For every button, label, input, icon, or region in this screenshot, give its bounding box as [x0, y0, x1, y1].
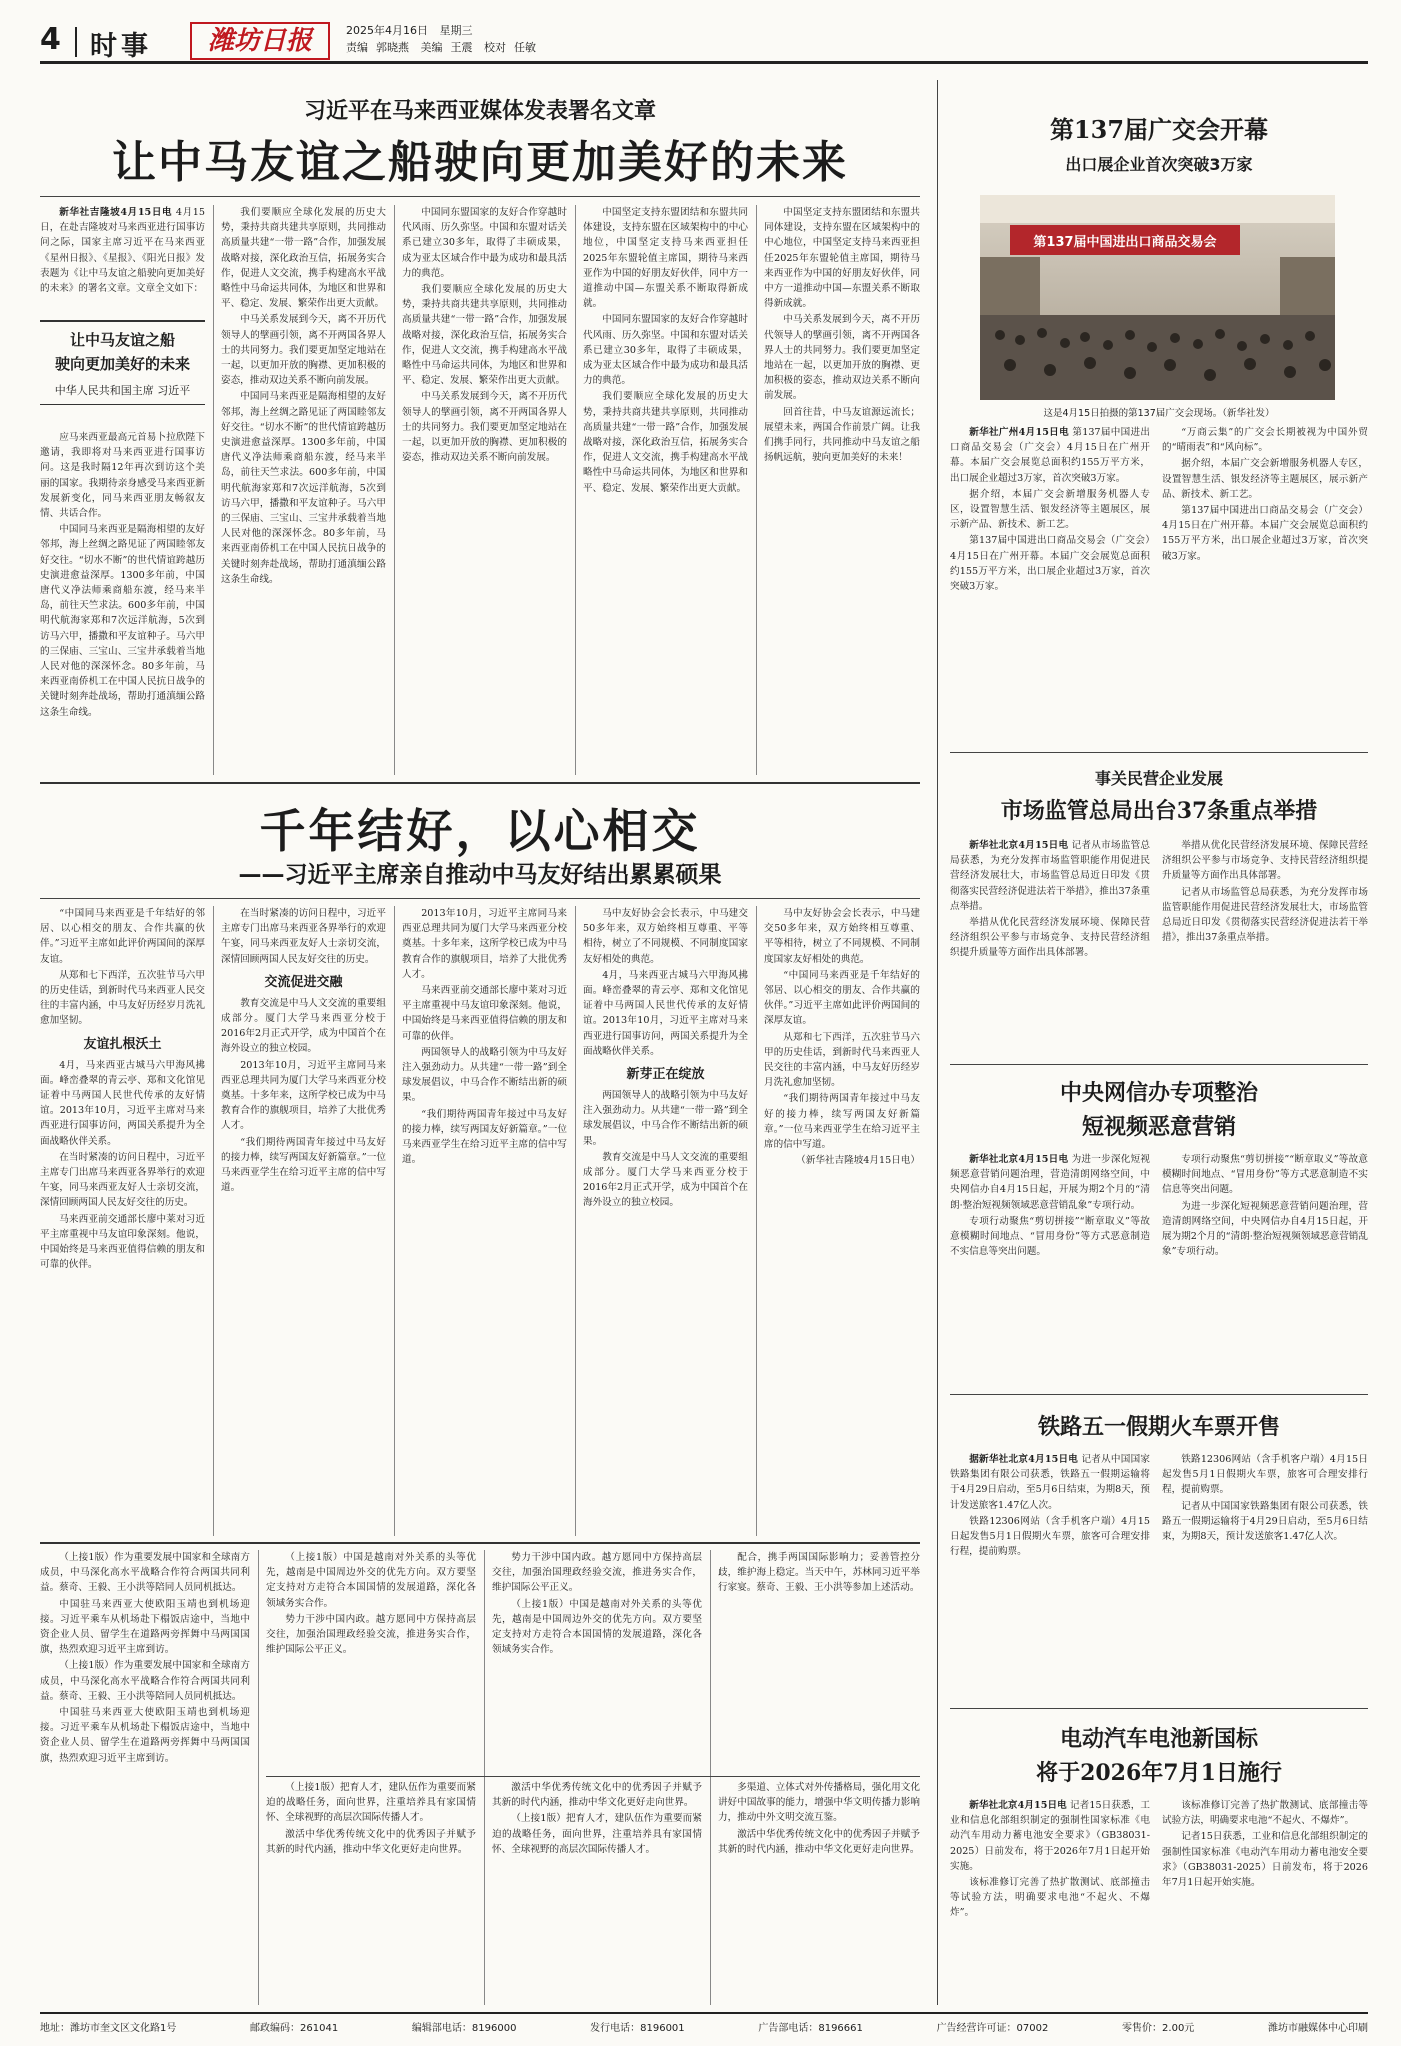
lead-paragraph: 中国同东盟国家的友好合作穿越时代风雨、历久弥坚。中国和东盟对话关系已建立30多年，取得了丰硕成果，成为亚太区域合作中最为成功和最具活力的典范。: [583, 314, 748, 387]
lead-paragraph: 中马关系发展到今天，离不开历代领导人的擘画引领，离不开两国各界人士的共同努力。我们要更加坚定地站在一起，以更加开放的胸襟、更加积极的姿态，推动双边关系不断向前发展。: [221, 314, 386, 387]
bottom-paragraph: （上接1版）把育人才，建队伍作为重要而紧迫的战略任务，面向世界，注重培养具有家国情怀、全球视野的高层次国际传播人才。: [492, 1813, 702, 1855]
footer-address: 地址：潍坊市奎文区文化路1号: [40, 2023, 177, 2034]
column-rule: [710, 1550, 711, 2005]
feature-paragraph: 2013年10月，习近平主席同马来西亚总理共同为厦门大学马来西亚分校奠基。十多年来，这所学校已成为中马教育合作的旗舰项目，培养了大批优秀人才。: [221, 1059, 386, 1132]
feature-paragraph: 2013年10月，习近平主席同马来西亚总理共同为厦门大学马来西亚分校奠基。十多年来，这所学校已成为中马教育合作的旗舰项目，培养了大批优秀人才。: [402, 908, 567, 980]
feature-headline: 千年结好，以心相交: [259, 804, 701, 858]
feature-paragraph: 教育交流是中马人文交流的重要组成部分。厦门大学马来西亚分校于2016年2月正式开学，成为中国首个在海外设立的独立校园。: [221, 997, 386, 1055]
lead-kicker: 习近平在马来西亚媒体发表署名文章: [303, 99, 656, 124]
lead-col-4: [583, 205, 748, 775]
bottom-split-rule: [266, 1776, 920, 1777]
feature-signoff: （新华社吉隆坡4月15日电）: [796, 1155, 920, 1167]
designer-name: 王震: [450, 41, 473, 54]
footer-ad-phone: 广告部电话：8196661: [758, 2023, 863, 2034]
bottom-paragraph: 激活中华优秀传统文化中的优秀因子并赋予其新的时代内涵，推动中华文化更好走向世界。: [266, 1828, 476, 1855]
bottom-paragraph: （上接1版）中国是越南对外关系的头等优先，越南是中国周边外交的优先方向。双方要坚定支持对方走符合本国国情的发展道路，深化各领域务实合作。: [492, 1598, 702, 1656]
canton-col-1: [950, 425, 1150, 745]
masthead-meta: [346, 22, 544, 56]
feature-paragraph: 在当时紧凑的访问日程中，习近平主席专门出席马来西亚各界举行的欢迎午宴，同马来西亚友好人士亲切交流，深情回顾两国人民友好交往的历史。: [40, 1151, 205, 1209]
feature-paragraph: “我们期待两国青年接过中马友好的接力棒，续写两国友好新篇章。”一位马来西亚学生在给习近平主席的信中写道。: [764, 1093, 920, 1151]
feature-paragraph: 两国领导人的战略引领为中马友好注入强劲动力。从共建“一带一路”到全球发展倡议，中马合作不断结出新的硕果。: [402, 1046, 567, 1104]
feature-paragraph: 马中友好协会会长表示，中马建交50多年来，双方始终相互尊重、平等相待，树立了不同规模、不同制度国家友好相处的典范。: [764, 908, 920, 965]
footer-editorial-phone: 编辑部电话：8196000: [411, 2023, 517, 2034]
section-rule: [40, 1542, 920, 1544]
feature-paragraph: 4月，马来西亚古城马六甲海风拂面。峰峦叠翠的青云亭、郑和文化馆见证着中马两国人民世代传承的友好情谊。2013年10月，习近平主席对马来西亚进行国事访问，两国关系提升为全面战略伙伴关系。: [40, 1059, 205, 1147]
rail-col-1: [950, 1452, 1150, 1702]
lead-paragraph: 我们要顺应全球化发展的历史大势，秉持共商共建共享原则，共同推动高质量共建“一带一路”合作，加强发展战略对接，深化政治互信，拓展务实合作，促进人文交流，携手构建高水平战略性中马命运共同体，为地区和世界和平、稳定、发展、繁荣作出更大贡献。: [221, 207, 386, 310]
column-rule: [484, 1550, 485, 2005]
ev-paragraph: 记者15日获悉，工业和信息化部组织制定的强制性国家标准《电动汽车用动力蓄电池安全要求》（GB38031-2025）日前发布，将于2026年7月1日起开始实施。: [950, 1800, 1150, 1872]
bottom-paragraph: 中国驻马来西亚大使欧阳玉靖也到机场迎接。习近平乘车从机场赴下榻饭店途中，当地中资企业人员、留学生在道路两旁挥舞中马两国国旗，热烈欢迎习近平主席到访。: [40, 1598, 250, 1656]
inner-byline: 中华人民共和国主席 习近平: [54, 384, 191, 397]
rail-dateline: 据新华社北京4月15日电: [969, 1454, 1079, 1465]
feature-col-2: [221, 906, 386, 1536]
market-paragraph: 举措从优化民营经济发展环境、保障民营经济组织公平参与市场竞争、支持民营经济组织提升质量等方面作出具体部署。: [1162, 840, 1368, 882]
right-rule: [950, 752, 1368, 753]
issue-weekday: 星期三: [439, 24, 473, 37]
ev-paragraph: 该标准修订完善了热扩散测试、底部撞击等试验方法，明确要求电池“不起火、不爆炸”。: [950, 1877, 1150, 1919]
market-col-1: [950, 838, 1150, 1058]
cyber-col-1: [950, 1152, 1150, 1387]
photo-caption: 这是4月15日拍摄的第137届广交会现场。（新华社发）: [1043, 408, 1275, 419]
rail-paragraph: 记者从中国国家铁路集团有限公司获悉，铁路五一假期运输将于4月29日启动，至5月6日结束，为期8天，预计发送旅客1.47亿人次。: [950, 1454, 1150, 1511]
bottom-col-2-bottom: [266, 1780, 476, 2005]
lead-col-1-top: [40, 205, 205, 315]
lead-paragraph: 中马关系发展到今天，离不开历代领导人的擘画引领，离不开两国各界人士的共同努力。我们要更加坚定地站在一起，以更加开放的胸襟、更加积极的姿态，推动双边关系不断向前发展。: [402, 391, 567, 464]
lead-col-1-bottom: [40, 430, 205, 775]
issue-date: 2025年4月16日: [346, 24, 428, 37]
market-headline: 市场监管总局出台37条重点举措: [1000, 798, 1318, 824]
feature-col-1: [40, 906, 205, 1536]
lead-paragraph: 中国同马来西亚是隔海相望的友好邻邦，海上丝绸之路见证了两国睦邻友好交往。“切水不断”的世代情谊跨越历史演进愈益深厚。1300多年前，中国唐代义净法师乘商船东渡，经马来半岛，前往天竺求法。600多年前，中国明代航海家郑和7次远洋航海，5次到访马六甲，播撒和平友谊种子。马六甲的三保庙、三宝山、三宝井承载着当地人民对他的深深怀念。80多年前，马来西亚南侨机工在中国人民抗日战争的关键时刻奔赴战场，帮助打通滇缅公路这条生命线。: [40, 524, 205, 718]
designer-label: 美编: [420, 41, 443, 54]
feature-paragraph: 4月，马来西亚古城马六甲海风拂面。峰峦叠翠的青云亭、郑和文化馆见证着中马两国人民世代传承的友好情谊。2013年10月，习近平主席对马来西亚进行国事访问，两国关系提升为全面战略伙伴关系。: [583, 969, 748, 1057]
bottom-col-4-top: [718, 1550, 920, 1775]
exhibition-hall-image: [980, 195, 1335, 400]
bottom-col-4-bottom: [718, 1780, 920, 2005]
lead-paragraph: 中国坚定支持东盟团结和东盟共同体建设，支持东盟在区域架构中的中心地位，中国坚定支持马来西亚担任2025年东盟轮值主席国，期待马来西亚作为中国的好朋友好伙伴，同中方一道推动中国—东盟关系不断取得新成就。: [764, 207, 920, 310]
column-rule: [575, 906, 576, 1536]
canton-paragraph: 据介绍，本届广交会新增服务机器人专区，设置智慧生活、银发经济等主题展区，展示新产品、新技术、新工艺。: [950, 488, 1150, 531]
lead-rule: [40, 196, 920, 197]
ev-paragraph: 记者15日获悉，工业和信息化部组织制定的强制性国家标准《电动汽车用动力蓄电池安全要求》（GB38031-2025）日前发布，将于2026年7月1日起开始实施。: [1162, 1831, 1368, 1889]
canton-fair-photo: [980, 195, 1335, 400]
bottom-paragraph: （上接1版）把育人才，建队伍作为重要而紧迫的战略任务，面向世界，注重培养具有家国情怀、全球视野的高层次国际传播人才。: [266, 1782, 476, 1824]
rail-col-2: [1162, 1452, 1368, 1702]
bottom-paragraph: 激活中华优秀传统文化中的优秀因子并赋予其新的时代内涵，推动中华文化更好走向世界。: [718, 1828, 920, 1855]
feature-col-3: [402, 906, 567, 1536]
canton-paragraph: 据介绍，本届广交会新增服务机器人专区，设置智慧生活、银发经济等主题展区，展示新产品、新技术、新工艺。: [1162, 458, 1368, 500]
bottom-paragraph: 势力干涉中国内政。越方愿同中方保持高层交往，加强治国理政经验交流，推进务实合作，维护国际公平正义。: [266, 1613, 476, 1656]
proofreader-name: 任敏: [514, 41, 536, 54]
lead-intro: 4月15日，在赴吉隆坡对马来西亚进行国事访问之际，国家主席习近平在马来西亚《星州日报》、《星报》、《阳光日报》发表题为《让中马友谊之船驶向更加美好的未来》的署名文章。文章全文如下：: [40, 207, 205, 295]
footer-price: 零售价：2.00元: [1122, 2023, 1195, 2034]
cyber-col-2: [1162, 1152, 1368, 1387]
ev-col-2: [1162, 1798, 1368, 2003]
market-dateline: 新华社北京4月15日电: [969, 840, 1069, 851]
market-paragraph: 记者从市场监管总局获悉，为充分发挥市场监管职能作用促进民营经济发展壮大，市场监管总局近日印发《贯彻落实民营经济促进法若干举措》，推出37条重点举措。: [950, 840, 1150, 912]
photo-banner-text: 第137届中国进出口商品交易会: [1033, 235, 1217, 250]
bottom-paragraph: 势力干涉中国内政。越方愿同中方保持高层交往，加强治国理政经验交流，推进务实合作，维护国际公平正义。: [492, 1552, 702, 1594]
rail-headline: 铁路五一假期火车票开售: [1037, 1414, 1280, 1440]
bottom-col-3-bottom: [492, 1780, 702, 2005]
footer-distribution-phone: 发行电话：8196001: [590, 2023, 685, 2034]
editor-name: 郭晓燕: [376, 41, 409, 54]
canton-paragraph: 第137届中国进出口商品交易会（广交会）4月15日在广州开幕。本届广交会展览总面积约155万平方米，出口展企业超过3万家，首次突破3万家。: [1162, 505, 1368, 562]
right-rule: [950, 1394, 1368, 1395]
bottom-paragraph: （上接1版）作为重要发展中国家和全球南方成员，中马深化高水平战略合作符合两国共同利益。蔡奇、王毅、王小洪等陪同人员同机抵达。: [40, 1660, 250, 1702]
canton-paragraph: 第137届中国进出口商品交易会（广交会）4月15日在广州开幕。本届广交会展览总面积约155万平方米，出口展企业超过3万家，首次突破3万家。: [950, 427, 1150, 484]
bottom-paragraph: 中国驻马来西亚大使欧阳玉靖也到机场迎接。习近平乘车从机场赴下榻饭店途中，当地中资企业人员、留学生在道路两旁挥舞中马两国国旗，热烈欢迎习近平主席到访。: [40, 1707, 250, 1764]
feature-subhead: 交流促进交融: [264, 974, 343, 990]
market-kicker: 事关民营企业发展: [1094, 769, 1223, 788]
feature-paragraph: 教育交流是中马人文交流的重要组成部分。厦门大学马来西亚分校于2016年2月正式开学，成为中国首个在海外设立的独立校园。: [583, 1151, 748, 1209]
column-rule: [258, 1550, 259, 2005]
lead-dateline: 新华社吉隆坡4月15日电: [59, 207, 173, 218]
feature-paragraph: “中国同马来西亚是千年结好的邻居、以心相交的朋友、合作共赢的伙伴。”习近平主席如此评价两国间的深厚友谊。: [40, 908, 205, 965]
bottom-paragraph: （上接1版）中国是越南对外关系的头等优先，越南是中国周边外交的优先方向。双方要坚定支持对方走符合本国国情的发展道路，深化各领域务实合作。: [266, 1552, 476, 1609]
lead-paragraph: 中国同马来西亚是隔海相望的友好邻邦，海上丝绸之路见证了两国睦邻友好交往。“切水不断”的世代情谊跨越历史演进愈益深厚。1300多年前，中国唐代义净法师乘商船东渡，经马来半岛，前往天竺求法。600多年前，中国明代航海家郑和7次远洋航海，5次到访马六甲，播撒和平友谊种子。马六甲的三保庙、三宝山、三宝井承载着当地人民对他的深深怀念。80多年前，马来西亚南侨机工在中国人民抗日战争的关键时刻奔赴战场，帮助打通滇缅公路这条生命线。: [221, 391, 386, 585]
ev-col-1: [950, 1798, 1150, 2003]
lead-paragraph: 我们要顺应全球化发展的历史大势，秉持共商共建共享原则，共同推动高质量共建“一带一路”合作，加强发展战略对接，深化政治互信，拓展务实合作，促进人文交流，携手构建高水平战略性中马命运共同体，为地区和世界和平、稳定、发展、繁荣作出更大贡献。: [402, 284, 567, 387]
lead-paragraph: 中马关系发展到今天，离不开历代领导人的擘画引领，离不开两国各界人士的共同努力。我们要更加坚定地站在一起，以更加开放的胸襟、更加积极的姿态，推动双边关系不断向前发展。: [764, 314, 920, 402]
column-rule: [213, 906, 214, 1536]
column-rule: [213, 205, 214, 775]
ev-paragraph: 该标准修订完善了热扩散测试、底部撞击等试验方法，明确要求电池“不起火、不爆炸”。: [1162, 1800, 1368, 1827]
right-rule: [950, 1708, 1368, 1709]
feature-paragraph: 马中友好协会会长表示，中马建交50多年来，双方始终相互尊重、平等相待，树立了不同规模、不同制度国家友好相处的典范。: [583, 908, 748, 965]
newspaper-logo: 潍坊日报: [190, 22, 330, 60]
cyber-headline-line-1: 中央网信办专项整治: [1059, 1080, 1258, 1106]
footer-ad-license: 广告经营许可证：07002: [936, 2023, 1049, 2034]
rail-paragraph: 铁路12306网站（含手机客户端）4月15日起发售5月1日假期火车票，旅客可合理安排行程，提前购票。: [950, 1515, 1150, 1558]
feature-subheadline: ——习近平主席亲自推动中马友好结出累累硕果: [238, 862, 722, 888]
ev-headline-line-1: 电动汽车电池新国标: [1059, 1726, 1258, 1752]
canton-fair-headline: 第137届广交会开幕: [1049, 115, 1269, 144]
inner-title-line-1: 让中马友谊之船: [69, 331, 175, 349]
section-rule: [40, 782, 920, 784]
masthead: [40, 22, 1368, 64]
canton-col-2: [1162, 425, 1368, 745]
proofreader-label: 校对: [484, 41, 506, 54]
lead-paragraph: 中国坚定支持东盟团结和东盟共同体建设，支持东盟在区域架构中的中心地位，中国坚定支持马来西亚担任2025年东盟轮值主席国，期待马来西亚作为中国的好朋友好伙伴，同中方一道推动中国—东盟关系不断取得新成就。: [583, 207, 748, 310]
feature-paragraph: 两国领导人的战略引领为中马友好注入强劲动力。从共建“一带一路”到全球发展倡议，中马合作不断结出新的硕果。: [583, 1090, 748, 1147]
feature-col-5: [764, 906, 920, 1536]
cyber-dateline: 新华社北京4月15日电: [969, 1154, 1069, 1165]
feature-paragraph: 从郑和七下西洋，五次驻节马六甲的历史佳话，到新时代马来西亚人民交往的丰富内涵，中马友好历经岁月洗礼愈加坚韧。: [764, 1031, 920, 1089]
page-footer: [40, 2012, 1368, 2034]
lead-col-3: [402, 205, 567, 775]
feature-subhead: 新芽正在绽放: [626, 1067, 705, 1083]
column-rule: [394, 205, 395, 775]
market-col-2: [1162, 838, 1368, 1058]
feature-col-4: [583, 906, 748, 1536]
cyber-paragraph: 专项行动聚焦“剪切拼接”“断章取义”等故意模糊时间地点、“冒用身份”等方式恶意制造不实信息等突出问题。: [1162, 1154, 1368, 1196]
feature-paragraph: 从郑和七下西洋，五次驻节马六甲的历史佳话，到新时代马来西亚人民交往的丰富内涵，中马友好历经岁月洗礼愈加坚韧。: [40, 969, 205, 1027]
feature-rule: [40, 898, 920, 899]
bottom-col-2-top: [266, 1550, 476, 1775]
feature-paragraph: “我们期待两国青年接过中马友好的接力棒，续写两国友好新篇章。”一位马来西亚学生在给习近平主席的信中写道。: [402, 1108, 567, 1166]
feature-subhead: 友谊扎根沃土: [83, 1036, 162, 1052]
page-number: 4: [40, 22, 61, 57]
ev-dateline: 新华社北京4月15日电: [969, 1800, 1067, 1811]
ev-headline-line-2: 将于2026年7月1日施行: [1036, 1760, 1282, 1786]
market-paragraph: 举措从优化民营经济发展环境、保障民营经济组织公平参与市场竞争、支持民营经济组织提升质量等方面作出具体部署。: [950, 917, 1150, 959]
bottom-col-3-top: [492, 1550, 702, 1775]
lead-paragraph: 我们要顺应全球化发展的历史大势，秉持共商共建共享原则，共同推动高质量共建“一带一路”合作，加强发展战略对接，深化政治互信，拓展务实合作，促进人文交流，携手构建高水平战略性中马命运共同体，为地区和世界和平、稳定、发展、繁荣作出更大贡献。: [583, 391, 748, 494]
inner-title-box: [40, 320, 205, 405]
bottom-paragraph: 多渠道、立体式对外传播格局，强化用文化讲好中国故事的能力，增强中华文明传播力影响力，推动中外文明交流互鉴。: [718, 1782, 920, 1824]
bottom-paragraph: （上接1版）作为重要发展中国家和全球南方成员，中马深化高水平战略合作符合两国共同利益。蔡奇、王毅、王小洪等陪同人员同机抵达。: [40, 1552, 250, 1594]
rail-paragraph: 铁路12306网站（含手机客户端）4月15日起发售5月1日假期火车票，旅客可合理安排行程，提前购票。: [1162, 1454, 1368, 1496]
column-rule: [756, 906, 757, 1536]
canton-paragraph: “万商云集”的广交会长期被视为中国外贸的“晴雨表”和“风向标”。: [1162, 427, 1368, 454]
bottom-paragraph: 激活中华优秀传统文化中的优秀因子并赋予其新的时代内涵，推动中华文化更好走向世界。: [492, 1782, 702, 1809]
cyber-headline-line-2: 短视频恶意营销: [1081, 1114, 1236, 1140]
feature-paragraph: 马来西亚前交通部长廖中莱对习近平主席重视中马友谊印象深刻。他说，中国始终是马来西亚值得信赖的朋友和可靠的伙伴。: [402, 985, 567, 1042]
canton-dateline: 新华社广州4月15日电: [969, 427, 1069, 438]
lead-paragraph: 回首往昔，中马友谊源远流长；展望未来，两国合作前景广阔。让我们携手同行，共同推动中马友谊之船扬帆远航，驶向更加美好的未来！: [764, 406, 920, 464]
feature-paragraph: 在当时紧凑的访问日程中，习近平主席专门出席马来西亚各界举行的欢迎午宴，同马来西亚友好人士亲切交流，深情回顾两国人民友好交往的历史。: [221, 908, 386, 965]
lead-col-5: [764, 205, 920, 775]
footer-postcode: 邮政编码：261041: [250, 2023, 339, 2034]
lead-paragraph: 应马来西亚最高元首易卜拉欣陛下邀请，我即将对马来西亚进行国事访问。这是我时隔12年再次到访这个美丽的国家。我期待亲身感受马来西亚新发展新变化，同马来西亚朋友畅叙友情、共话合作。: [40, 432, 205, 520]
canton-paragraph: 第137届中国进出口商品交易会（广交会）4月15日在广州开幕。本届广交会展览总面积约155万平方米，出口展企业超过3万家，首次突破3万家。: [950, 535, 1150, 593]
bottom-paragraph: 配合，携手两国国际影响力；妥善管控分歧，维护海上稳定。当天中午，苏林同习近平举行家宴。蔡奇、王毅、王小洪等参加上述活动。: [718, 1552, 920, 1594]
bottom-col-1: [40, 1550, 250, 2005]
cyber-paragraph: 为进一步深化短视频恶意营销问题治理，营造清朗网络空间，中央网信办自4月15日起，开展为期2个月的“清朗·整治短视频领域恶意营销乱象”专项行动。: [950, 1154, 1150, 1211]
cyber-paragraph: 专项行动聚焦“剪切拼接”“断章取义”等故意模糊时间地点、“冒用身份”等方式恶意制造不实信息等突出问题。: [950, 1215, 1150, 1258]
rail-paragraph: 记者从中国国家铁路集团有限公司获悉，铁路五一假期运输将于4月29日启动，至5月6日结束，为期8天，预计发送旅客1.47亿人次。: [1162, 1500, 1368, 1543]
inner-title-line-2: 驶向更加美好的未来: [54, 355, 190, 373]
canton-fair-subheadline: 出口展企业首次突破3万家: [1065, 155, 1253, 174]
column-rule: [756, 205, 757, 775]
lead-col-2: [221, 205, 386, 775]
cyber-paragraph: 为进一步深化短视频恶意营销问题治理，营造清朗网络空间，中央网信办自4月15日起，开展为期2个月的“清朗·整治短视频领域恶意营销乱象”专项行动。: [1162, 1200, 1368, 1258]
market-paragraph: 记者从市场监管总局获悉，为充分发挥市场监管职能作用促进民营经济发展壮大，市场监管总局近日印发《贯彻落实民营经济促进法若干举措》，推出37条重点举措。: [1162, 886, 1368, 944]
lead-paragraph: 中国同东盟国家的友好合作穿越时代风雨、历久弥坚。中国和东盟对话关系已建立30多年，取得了丰硕成果，成为亚太区域合作中最为成功和最具活力的典范。: [402, 207, 567, 279]
footer-printer: 潍坊市融媒体中心印刷: [1267, 2023, 1368, 2034]
section-name: 时事: [90, 31, 152, 62]
right-rule: [950, 1064, 1368, 1065]
column-rule: [394, 906, 395, 1536]
feature-paragraph: 马来西亚前交通部长廖中莱对习近平主席重视中马友谊印象深刻。他说，中国始终是马来西亚值得信赖的朋友和可靠的伙伴。: [40, 1213, 205, 1271]
editor-label: 责编: [346, 41, 368, 54]
feature-paragraph: “我们期待两国青年接过中马友好的接力棒，续写两国友好新篇章。”一位马来西亚学生在给习近平主席的信中写道。: [221, 1136, 386, 1194]
lead-headline: 让中马友谊之船驶向更加美好的未来: [112, 137, 848, 188]
column-rule: [575, 205, 576, 775]
feature-paragraph: “中国同马来西亚是千年结好的邻居、以心相交的朋友、合作共赢的伙伴。”习近平主席如此评价两国间的深厚友谊。: [764, 969, 920, 1027]
masthead-divider: [75, 27, 77, 57]
right-column-rule: [937, 80, 938, 2005]
